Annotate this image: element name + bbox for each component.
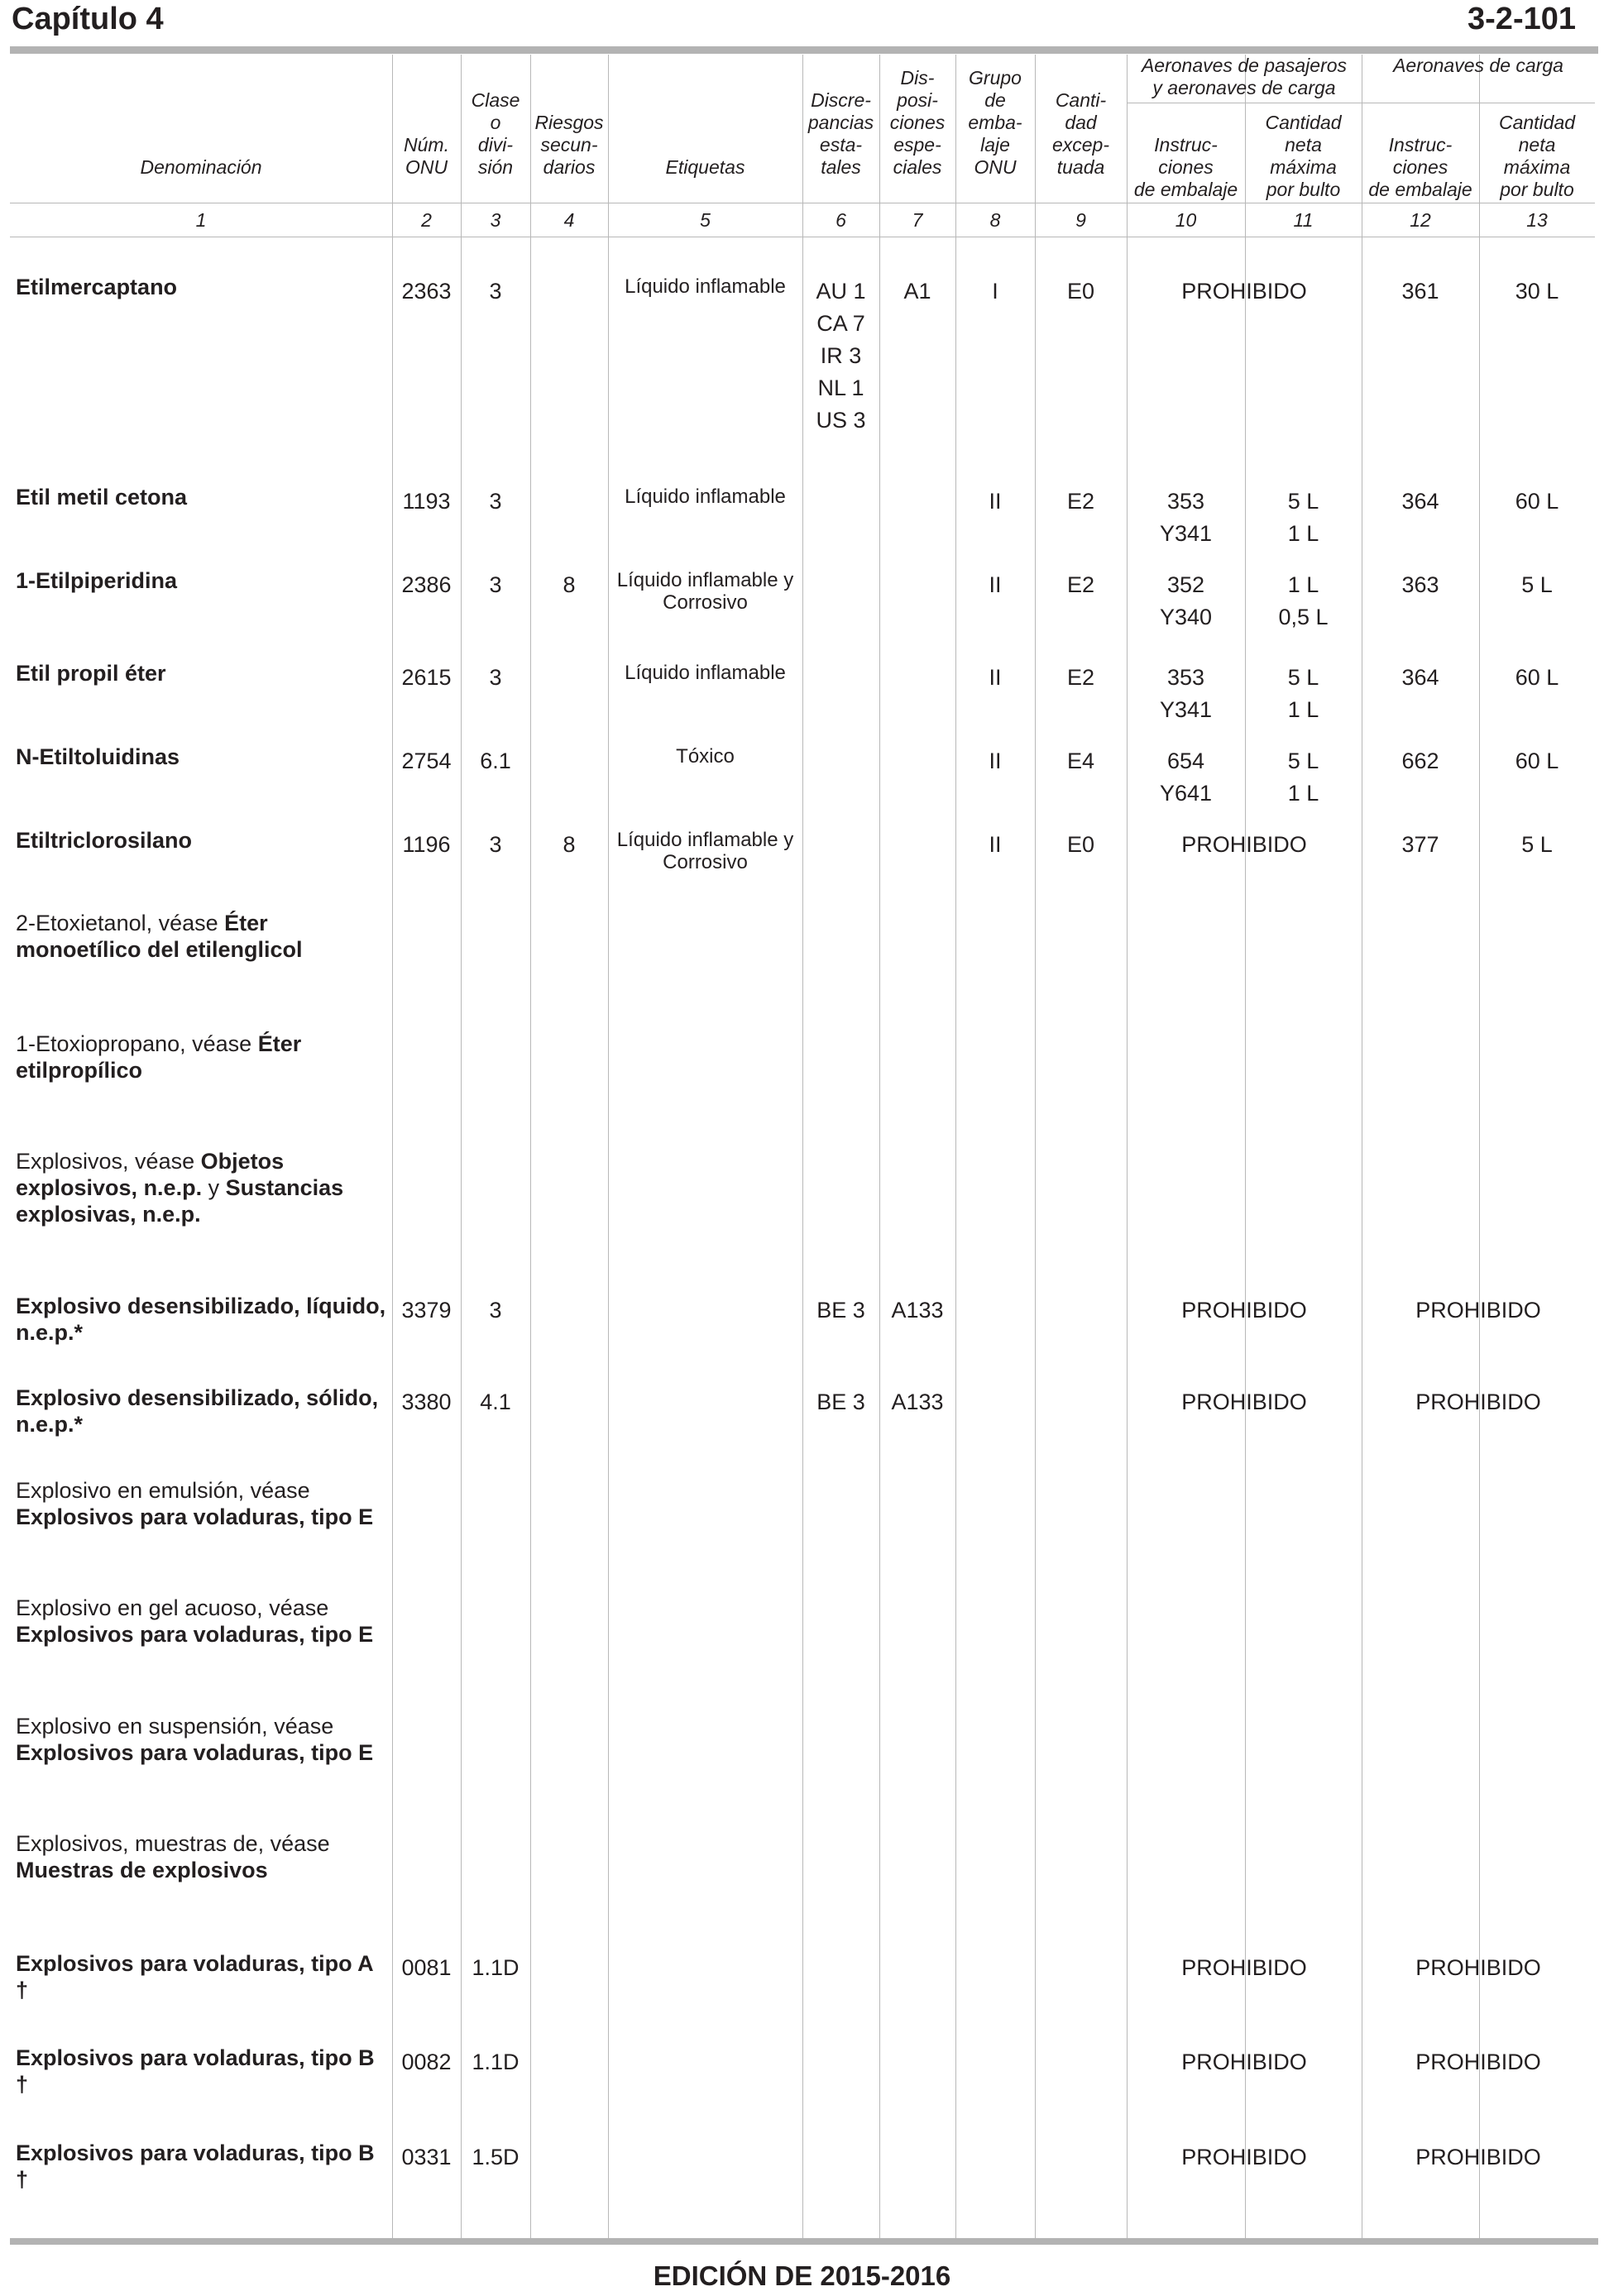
cargo-prohibited: PROHIBIDO <box>1415 1298 1541 1323</box>
pax-max-net-quantity: 1 L <box>1287 521 1319 546</box>
bottom-rule <box>10 2238 1598 2245</box>
column-number: 13 <box>1526 209 1548 231</box>
cargo-max-net-quantity: 60 L <box>1515 489 1559 514</box>
header-riesgos-line: darios <box>543 156 596 178</box>
header-instrucciones-pax-line: Instruc- <box>1154 134 1218 155</box>
header-instrucciones-pax-line: de embalaje <box>1133 179 1238 200</box>
hazard-label: Corrosivo <box>663 851 748 873</box>
header-clase <box>462 89 529 179</box>
denomination-bold: 1-Etilpiperidina <box>16 568 178 593</box>
header-cantidad-exceptuada-line: dad <box>1065 112 1097 133</box>
header-discrepancias-line: tales <box>821 156 861 178</box>
row-denomination <box>16 1713 388 1766</box>
class-division: 3 <box>489 489 502 514</box>
denomination-reference: Éter monoetílico del etilenglicol <box>16 911 303 962</box>
pax-max-net-quantity: 5 L <box>1287 489 1319 514</box>
header-grupo-embalaje-line: ONU <box>974 156 1017 178</box>
class-division: 3 <box>489 279 502 304</box>
chapter-title: Capítulo 4 <box>12 2 164 36</box>
column-number: 5 <box>700 209 711 231</box>
un-number: 2615 <box>401 665 452 690</box>
cargo-max-net-quantity: 60 L <box>1515 665 1559 690</box>
header-grupo-embalaje-line: de <box>984 89 1006 111</box>
pax-max-net-quantity: 1 L <box>1287 697 1319 722</box>
cargo-packing-instruction: 377 <box>1401 832 1439 857</box>
header-riesgos-line: secun- <box>540 134 598 155</box>
denomination-text: Explosivo en gel acuoso, véase <box>16 1595 329 1620</box>
class-division: 4.1 <box>480 1390 511 1414</box>
denomination-text: Explosivo en emulsión, véase <box>16 1478 310 1503</box>
excepted-quantity: E0 <box>1066 832 1095 857</box>
class-division: 3 <box>489 572 502 597</box>
header-clase-line: sión <box>477 156 514 178</box>
packing-group: II <box>989 489 1002 514</box>
pax-prohibited: PROHIBIDO <box>1181 279 1307 304</box>
header-aeronaves-pasajeros-line: Aeronaves de pasajeros <box>1141 55 1348 76</box>
header-instrucciones-cargo-line: Instruc- <box>1388 134 1453 155</box>
cargo-packing-instruction: 662 <box>1401 749 1439 773</box>
header-instrucciones-pax <box>1128 134 1244 201</box>
column-divider <box>608 55 609 2238</box>
denomination-bold: Explosivos para voladuras, tipo A † <box>16 1951 373 2002</box>
header-instrucciones-cargo-line: ciones <box>1392 156 1448 178</box>
denomination-text: 1-Etoxiopropano, véase <box>16 1031 258 1056</box>
cargo-prohibited: PROHIBIDO <box>1415 2145 1541 2169</box>
denomination-text: 2-Etoxietanol, véase <box>16 911 225 935</box>
column-divider <box>1245 55 1246 2238</box>
excepted-quantity: E2 <box>1066 572 1095 597</box>
denomination-bold: Etil propil éter <box>16 661 166 686</box>
denomination-text: y <box>202 1175 226 1200</box>
hazard-label: Líquido inflamable y <box>616 829 794 851</box>
pax-max-net-quantity: 5 L <box>1287 749 1319 773</box>
header-cantidad-cargo-line: neta <box>1518 134 1556 155</box>
denomination-bold: Etil metil cetona <box>16 485 188 509</box>
denomination-reference: Éter etilpropílico <box>16 1031 302 1083</box>
un-number: 3379 <box>401 1298 452 1323</box>
state-variation: US 3 <box>816 408 866 433</box>
header-riesgos-line: Riesgos <box>534 112 604 133</box>
cargo-packing-instruction: 364 <box>1401 489 1439 514</box>
state-variation: BE 3 <box>816 1298 865 1323</box>
packing-group: II <box>989 749 1002 773</box>
pax-packing-instruction: 654 <box>1166 749 1205 773</box>
header-discrepancias-line: pancias <box>807 112 874 133</box>
header-cantidad-exceptuada-line: Canti- <box>1055 89 1107 111</box>
pax-max-net-quantity: 1 L <box>1287 572 1319 597</box>
cargo-packing-instruction: 363 <box>1401 572 1439 597</box>
column-number: 3 <box>490 209 501 231</box>
row-denomination <box>16 910 388 963</box>
header-grupo-embalaje-line: emba- <box>968 112 1022 133</box>
column-number: 9 <box>1075 209 1086 231</box>
denomination-reference: Objetos explosivos, n.e.p. <box>16 1149 285 1200</box>
top-rule <box>10 46 1598 54</box>
subsidiary-risk: 8 <box>563 832 576 857</box>
class-division: 1.1D <box>472 2050 520 2074</box>
un-number: 2363 <box>401 279 452 304</box>
cargo-prohibited: PROHIBIDO <box>1415 2050 1541 2074</box>
page-number: 3-2-101 <box>1468 2 1576 36</box>
header-disposiciones-line: ciones <box>889 112 946 133</box>
header-disposiciones-line: ciales <box>893 156 942 178</box>
column-divider <box>1127 55 1128 2238</box>
row-denomination <box>16 2045 388 2097</box>
packing-group: I <box>992 279 998 304</box>
edition-footer: EDICIÓN DE 2015-2016 <box>653 2260 951 2291</box>
header-etiquetas-line: Etiquetas <box>665 156 745 178</box>
header-grupo-embalaje <box>957 67 1033 179</box>
header-grupo-embalaje-line: laje <box>980 134 1010 155</box>
header-discrepancias <box>803 89 879 179</box>
column-number: 2 <box>421 209 432 231</box>
header-num-onu <box>394 134 460 179</box>
un-number: 2754 <box>401 749 452 773</box>
column-number: 8 <box>989 209 1001 231</box>
cargo-max-net-quantity: 5 L <box>1521 832 1553 857</box>
state-variation: IR 3 <box>820 343 862 368</box>
column-divider <box>1035 55 1036 2238</box>
pax-packing-instruction: 353 <box>1166 665 1205 690</box>
column-divider <box>530 55 531 2238</box>
cargo-prohibited: PROHIBIDO <box>1415 1955 1541 1980</box>
excepted-quantity: E2 <box>1066 489 1095 514</box>
page-header <box>10 0 1586 43</box>
header-aeronaves-pasajeros <box>1127 55 1362 99</box>
hazard-label: Líquido inflamable <box>625 486 786 508</box>
row-denomination <box>16 827 388 854</box>
special-provision: A1 <box>903 279 931 304</box>
denomination-text: Explosivos, véase <box>16 1149 201 1174</box>
header-cantidad-cargo-line: Cantidad <box>1498 112 1576 133</box>
pax-packing-instruction: 352 <box>1166 572 1205 597</box>
header-disposiciones <box>879 67 955 179</box>
header-disposiciones-line: espe- <box>893 134 941 155</box>
header-instrucciones-cargo-line: de embalaje <box>1368 179 1472 200</box>
packing-group: II <box>989 665 1002 690</box>
header-discrepancias-line: esta- <box>819 134 863 155</box>
header-denominacion <box>19 156 383 179</box>
pax-packing-instruction: Y341 <box>1159 521 1213 546</box>
packing-group: II <box>989 572 1002 597</box>
denomination-bold: Etilmercaptano <box>16 275 178 299</box>
hazard-label: Líquido inflamable y <box>616 569 794 591</box>
denomination-text: Explosivos, muestras de, véase <box>16 1831 330 1856</box>
header-cantidad-cargo <box>1479 112 1595 201</box>
header-aeronaves-carga-line: Aeronaves de carga <box>1393 55 1563 76</box>
class-division: 1.5D <box>472 2145 520 2169</box>
row-denomination <box>16 1830 388 1883</box>
header-cantidad-cargo-line: por bulto <box>1500 179 1574 200</box>
cargo-max-net-quantity: 60 L <box>1515 749 1559 773</box>
denomination-bold: Explosivos para voladuras, tipo B † <box>16 2141 375 2192</box>
pax-prohibited: PROHIBIDO <box>1181 832 1307 857</box>
denomination-text: Explosivo en suspensión, véase <box>16 1714 334 1739</box>
state-variation: AU 1 <box>816 279 866 304</box>
state-variation: NL 1 <box>817 375 864 400</box>
cargo-max-net-quantity: 30 L <box>1515 279 1559 304</box>
un-number: 3380 <box>401 1390 452 1414</box>
column-number: 7 <box>912 209 923 231</box>
hazard-label: Tóxico <box>676 745 735 768</box>
header-cantidad-exceptuada <box>1036 89 1127 179</box>
row-denomination <box>16 660 388 686</box>
column-divider <box>461 55 462 2238</box>
denomination-bold: Etiltriclorosilano <box>16 828 193 853</box>
header-instrucciones-cargo <box>1362 134 1478 201</box>
header-etiquetas <box>610 156 801 179</box>
pax-prohibited: PROHIBIDO <box>1181 2145 1307 2169</box>
class-division: 3 <box>489 665 502 690</box>
denomination-reference: Explosivos para voladuras, tipo E <box>16 1740 374 1765</box>
row-denomination <box>16 274 388 300</box>
column-divider <box>392 55 393 2238</box>
hazard-label: Líquido inflamable <box>625 662 786 684</box>
column-divider <box>879 55 880 2238</box>
header-cantidad-pax <box>1246 112 1362 201</box>
packing-group: II <box>989 832 1002 857</box>
excepted-quantity: E4 <box>1066 749 1095 773</box>
pax-prohibited: PROHIBIDO <box>1181 1955 1307 1980</box>
pax-packing-instruction: Y341 <box>1159 697 1213 722</box>
denomination-reference: Sustancias explosivas, n.e.p. <box>16 1175 344 1227</box>
denomination-bold: Explosivo desensibilizado, sólido, n.e.p.* <box>16 1385 379 1437</box>
subsidiary-risk: 8 <box>563 572 576 597</box>
un-number: 2386 <box>401 572 452 597</box>
header-cantidad-pax-line: neta <box>1285 134 1322 155</box>
header-aeronaves-pasajeros-line: y aeronaves de carga <box>1152 77 1336 98</box>
denomination-reference: Muestras de explosivos <box>16 1858 268 1882</box>
class-division: 3 <box>489 1298 502 1323</box>
header-disposiciones-line: posi- <box>897 89 938 111</box>
row-denomination <box>16 1148 388 1227</box>
denomination-bold: Explosivos para voladuras, tipo B † <box>16 2045 375 2097</box>
un-number: 1193 <box>402 489 451 514</box>
special-provision: A133 <box>891 1390 944 1414</box>
header-disposiciones-line: Dis- <box>900 67 935 88</box>
pax-prohibited: PROHIBIDO <box>1181 1298 1307 1323</box>
row-denomination <box>16 1385 388 1437</box>
cargo-prohibited: PROHIBIDO <box>1415 1390 1541 1414</box>
denomination-reference: Explosivos para voladuras, tipo E <box>16 1622 374 1647</box>
row-denomination <box>16 1477 388 1530</box>
header-cantidad-pax-line: Cantidad <box>1265 112 1342 133</box>
pax-packing-instruction: Y641 <box>1159 781 1213 806</box>
pax-max-net-quantity: 5 L <box>1287 665 1319 690</box>
class-division: 1.1D <box>472 1955 520 1980</box>
cargo-max-net-quantity: 5 L <box>1521 572 1553 597</box>
header-cantidad-cargo-line: máxima <box>1503 156 1571 178</box>
cargo-packing-instruction: 364 <box>1401 665 1439 690</box>
cargo-packing-instruction: 361 <box>1401 279 1439 304</box>
header-clase-line: o <box>490 112 501 133</box>
column-number: 11 <box>1293 209 1314 231</box>
row-denomination <box>16 1595 388 1648</box>
pax-prohibited: PROHIBIDO <box>1181 2050 1307 2074</box>
header-aeronaves-carga <box>1361 55 1596 77</box>
header-num-onu-line: Núm. <box>404 134 449 155</box>
denomination-bold: Explosivo desensibilizado, líquido, n.e.p.* <box>16 1294 386 1345</box>
state-variation: BE 3 <box>816 1390 865 1414</box>
state-variation: CA 7 <box>816 311 865 336</box>
header-clase-line: Clase <box>471 89 520 111</box>
row-denomination <box>16 2140 388 2193</box>
denomination-bold: N-Etiltoluidinas <box>16 744 180 769</box>
pax-packing-instruction: Y340 <box>1159 605 1213 629</box>
header-discrepancias-line: Discre- <box>811 89 871 111</box>
row-denomination <box>16 1293 388 1346</box>
header-cantidad-pax-line: por bulto <box>1266 179 1341 200</box>
class-division: 3 <box>489 832 502 857</box>
row-denomination <box>16 1950 388 2003</box>
column-divider <box>1479 55 1480 2238</box>
hazard-label: Corrosivo <box>663 591 748 614</box>
header-cantidad-exceptuada-line: tuada <box>1056 156 1105 178</box>
un-number: 0081 <box>401 1955 452 1980</box>
header-cantidad-pax-line: máxima <box>1270 156 1337 178</box>
header-riesgos <box>531 112 607 179</box>
denomination-reference: Explosivos para voladuras, tipo E <box>16 1504 374 1529</box>
header-num-onu-line: ONU <box>405 156 448 178</box>
header-instrucciones-pax-line: ciones <box>1158 156 1214 178</box>
excepted-quantity: E0 <box>1066 279 1095 304</box>
column-number: 6 <box>836 209 846 231</box>
column-number: 10 <box>1175 209 1197 231</box>
pax-packing-instruction: 353 <box>1166 489 1205 514</box>
pax-max-net-quantity: 0,5 L <box>1278 605 1329 629</box>
excepted-quantity: E2 <box>1066 665 1095 690</box>
header-denominacion-line: Denominación <box>140 156 262 178</box>
column-divider <box>955 55 956 2238</box>
row-denomination <box>16 484 388 510</box>
special-provision: A133 <box>891 1298 944 1323</box>
un-number: 0082 <box>401 2050 452 2074</box>
class-division: 6.1 <box>480 749 511 773</box>
pax-max-net-quantity: 1 L <box>1287 781 1319 806</box>
column-number: 12 <box>1410 209 1431 231</box>
row-denomination <box>16 567 388 594</box>
header-cantidad-exceptuada-line: excep- <box>1051 134 1110 155</box>
pax-prohibited: PROHIBIDO <box>1181 1390 1307 1414</box>
header-grupo-embalaje-line: Grupo <box>969 67 1022 88</box>
un-number: 0331 <box>401 2145 452 2169</box>
un-number: 1196 <box>402 832 451 857</box>
hazard-label: Líquido inflamable <box>625 275 786 298</box>
row-denomination <box>16 744 388 770</box>
header-clase-line: divi- <box>477 134 514 155</box>
row-denomination <box>16 1031 388 1083</box>
column-number: 4 <box>563 209 575 231</box>
column-number: 1 <box>195 209 207 231</box>
